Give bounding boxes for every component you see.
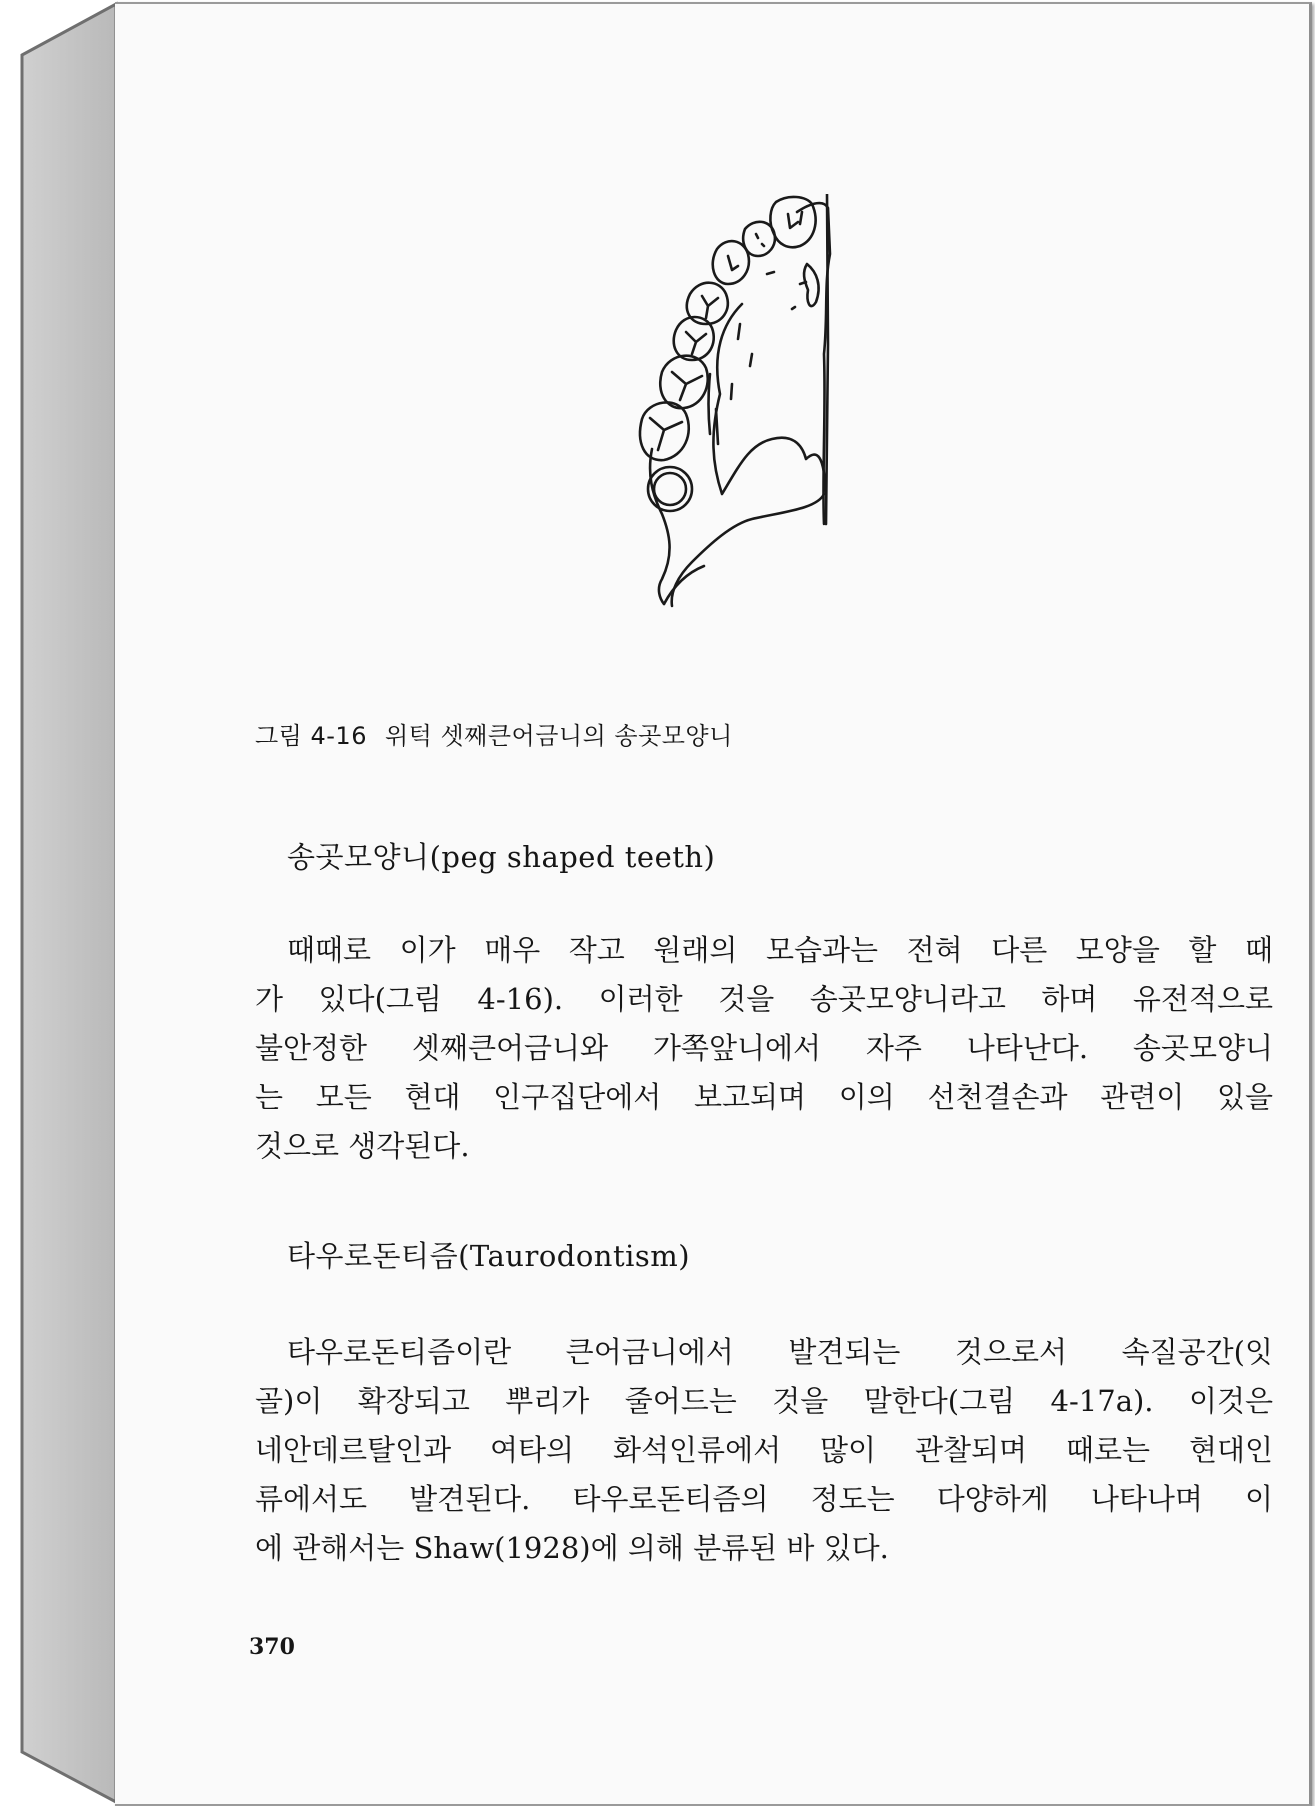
book-page (115, 2, 1312, 1806)
book-spine (0, 0, 120, 1806)
paragraph-line: 타우로돈티즘이란 큰어금니에서 발견되는 것으로서 속질공간(잇 (287, 1335, 1273, 1369)
paragraph-line: 는 모든 현대 인구집단에서 보고되며 이의 선천결손과 관련이 있을 (255, 1080, 1273, 1114)
paragraph-peg (255, 926, 1273, 1171)
section-heading-taurodontism: 타우로돈티즘(Taurodontism) (287, 1239, 691, 1273)
paragraph-line: 때때로 이가 매우 작고 원래의 모습과는 전혀 다른 모양을 할 때 (287, 933, 1273, 967)
paragraph-line: 것으로 생각된다. (255, 1129, 470, 1163)
paragraph-line: 에 관해서는 Shaw(1928)에 의해 분류된 바 있다. (255, 1531, 889, 1565)
paragraph-line: 골)이 확장되고 뿌리가 줄어드는 것을 말한다(그림 4-17a). 이것은 (255, 1384, 1273, 1418)
paragraph-line: 네안데르탈인과 여타의 화석인류에서 많이 관찰되며 때로는 현대인 (255, 1433, 1273, 1467)
maxilla-teeth-illustration (592, 194, 972, 694)
section-heading-peg: 송곳모양니(peg shaped teeth) (287, 840, 716, 874)
paragraph-line: 불안정한 셋째큰어금니와 가쪽앞니에서 자주 나타난다. 송곳모양니 (255, 1031, 1273, 1065)
caption-label: 그림 4-16 (255, 722, 367, 750)
page-number: 370 (249, 1634, 295, 1660)
figure-caption (255, 716, 733, 751)
paragraph-taurodontism (255, 1328, 1273, 1573)
paragraph-line: 류에서도 발견된다. 타우로돈티즘의 정도는 다양하게 나타나며 이 (255, 1482, 1273, 1516)
paragraph-line: 가 있다(그림 4-16). 이러한 것을 송곳모양니라고 하며 유전적으로 (255, 982, 1273, 1016)
caption-text: 위턱 셋째큰어금니의 송곳모양니 (384, 722, 733, 750)
